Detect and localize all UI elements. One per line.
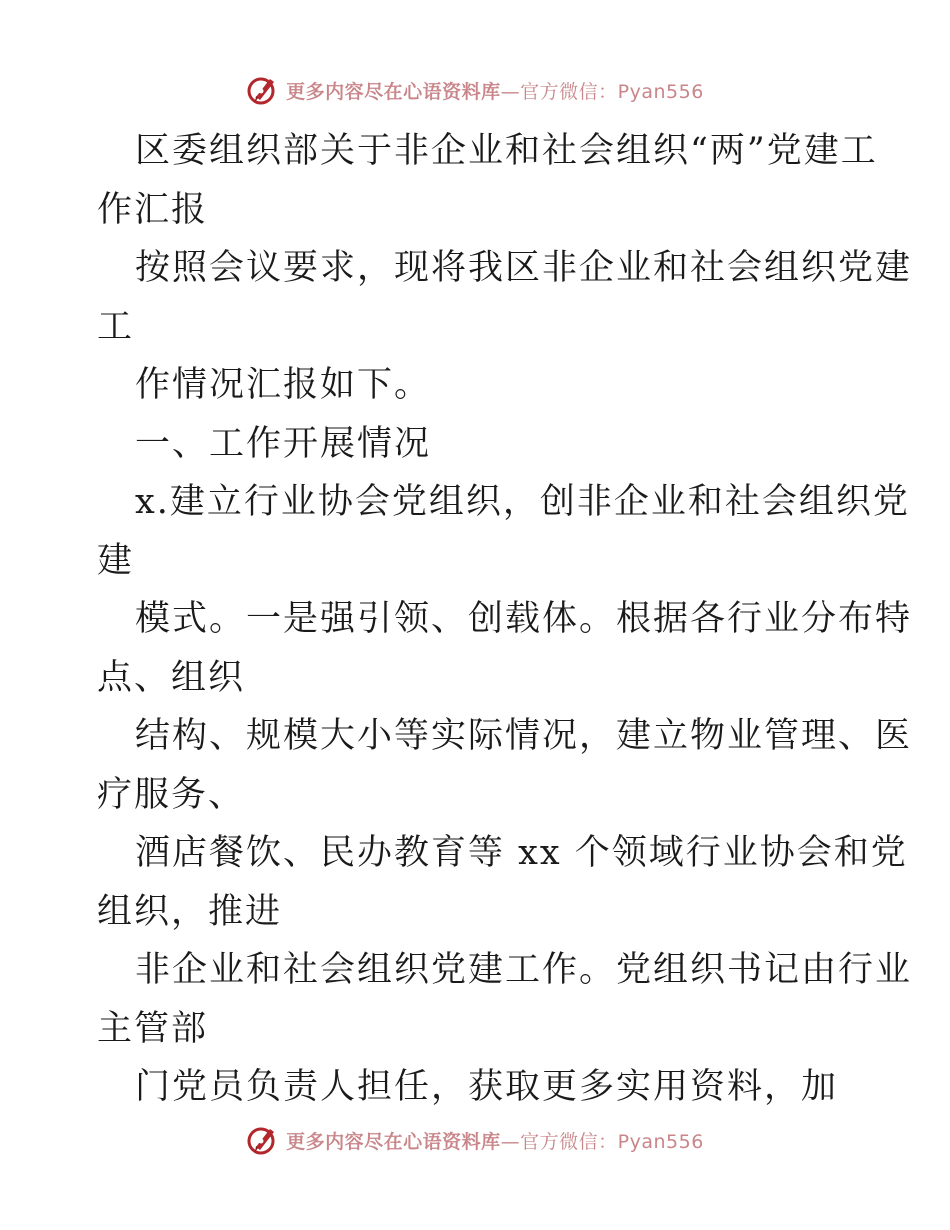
- banner-wechat-text: —官方微信：Pyan556: [500, 80, 704, 103]
- text-line: 疗服务、: [97, 774, 246, 815]
- text-line: 作汇报: [97, 189, 209, 230]
- text-line: 按照会议要求，现将我区非企业和社会组织党建: [135, 248, 913, 288]
- section-heading: 一、工作开展情况: [135, 423, 432, 464]
- text-line: 组织，推进: [97, 891, 283, 932]
- text-line: 点、组织: [97, 657, 246, 698]
- text-line: 结构、规模大小等实际情况，建立物业管理、医: [135, 716, 913, 756]
- text-line: 区委组织部关于非企业和社会组织“两”党建工: [135, 131, 878, 171]
- text-line: 建: [97, 540, 135, 581]
- banner-wechat-text: —官方微信：Pyan556: [500, 1130, 704, 1153]
- pen-nib-seal-icon: [246, 1123, 280, 1157]
- text-line: 非企业和社会组织党建工作。党组织书记由行业: [135, 950, 913, 990]
- banner-library-text: 更多内容尽在心语资料库: [286, 1130, 501, 1153]
- text-line: x.建立行业协会党组织，创非企业和社会组织党: [135, 482, 910, 522]
- text-line: 主管部: [97, 1008, 209, 1049]
- document-body: [97, 122, 913, 1117]
- banner-title: [286, 77, 704, 104]
- text-line: 门党员负责人担任，获取更多实用资料，加: [135, 1067, 839, 1107]
- text-line: 作情况汇报如下。: [135, 365, 432, 405]
- text-line: 模式。一是强引领、创载体。根据各行业分布特: [135, 599, 913, 639]
- pen-nib-seal-icon: [246, 73, 280, 107]
- footer-banner: [0, 1120, 950, 1160]
- banner-library-text: 更多内容尽在心语资料库: [286, 80, 501, 103]
- header-banner: [0, 70, 950, 110]
- text-line: 工: [97, 306, 135, 347]
- text-line: 酒店餐饮、民办教育等 xx 个领域行业协会和党: [135, 833, 908, 873]
- banner-title: [286, 1127, 704, 1154]
